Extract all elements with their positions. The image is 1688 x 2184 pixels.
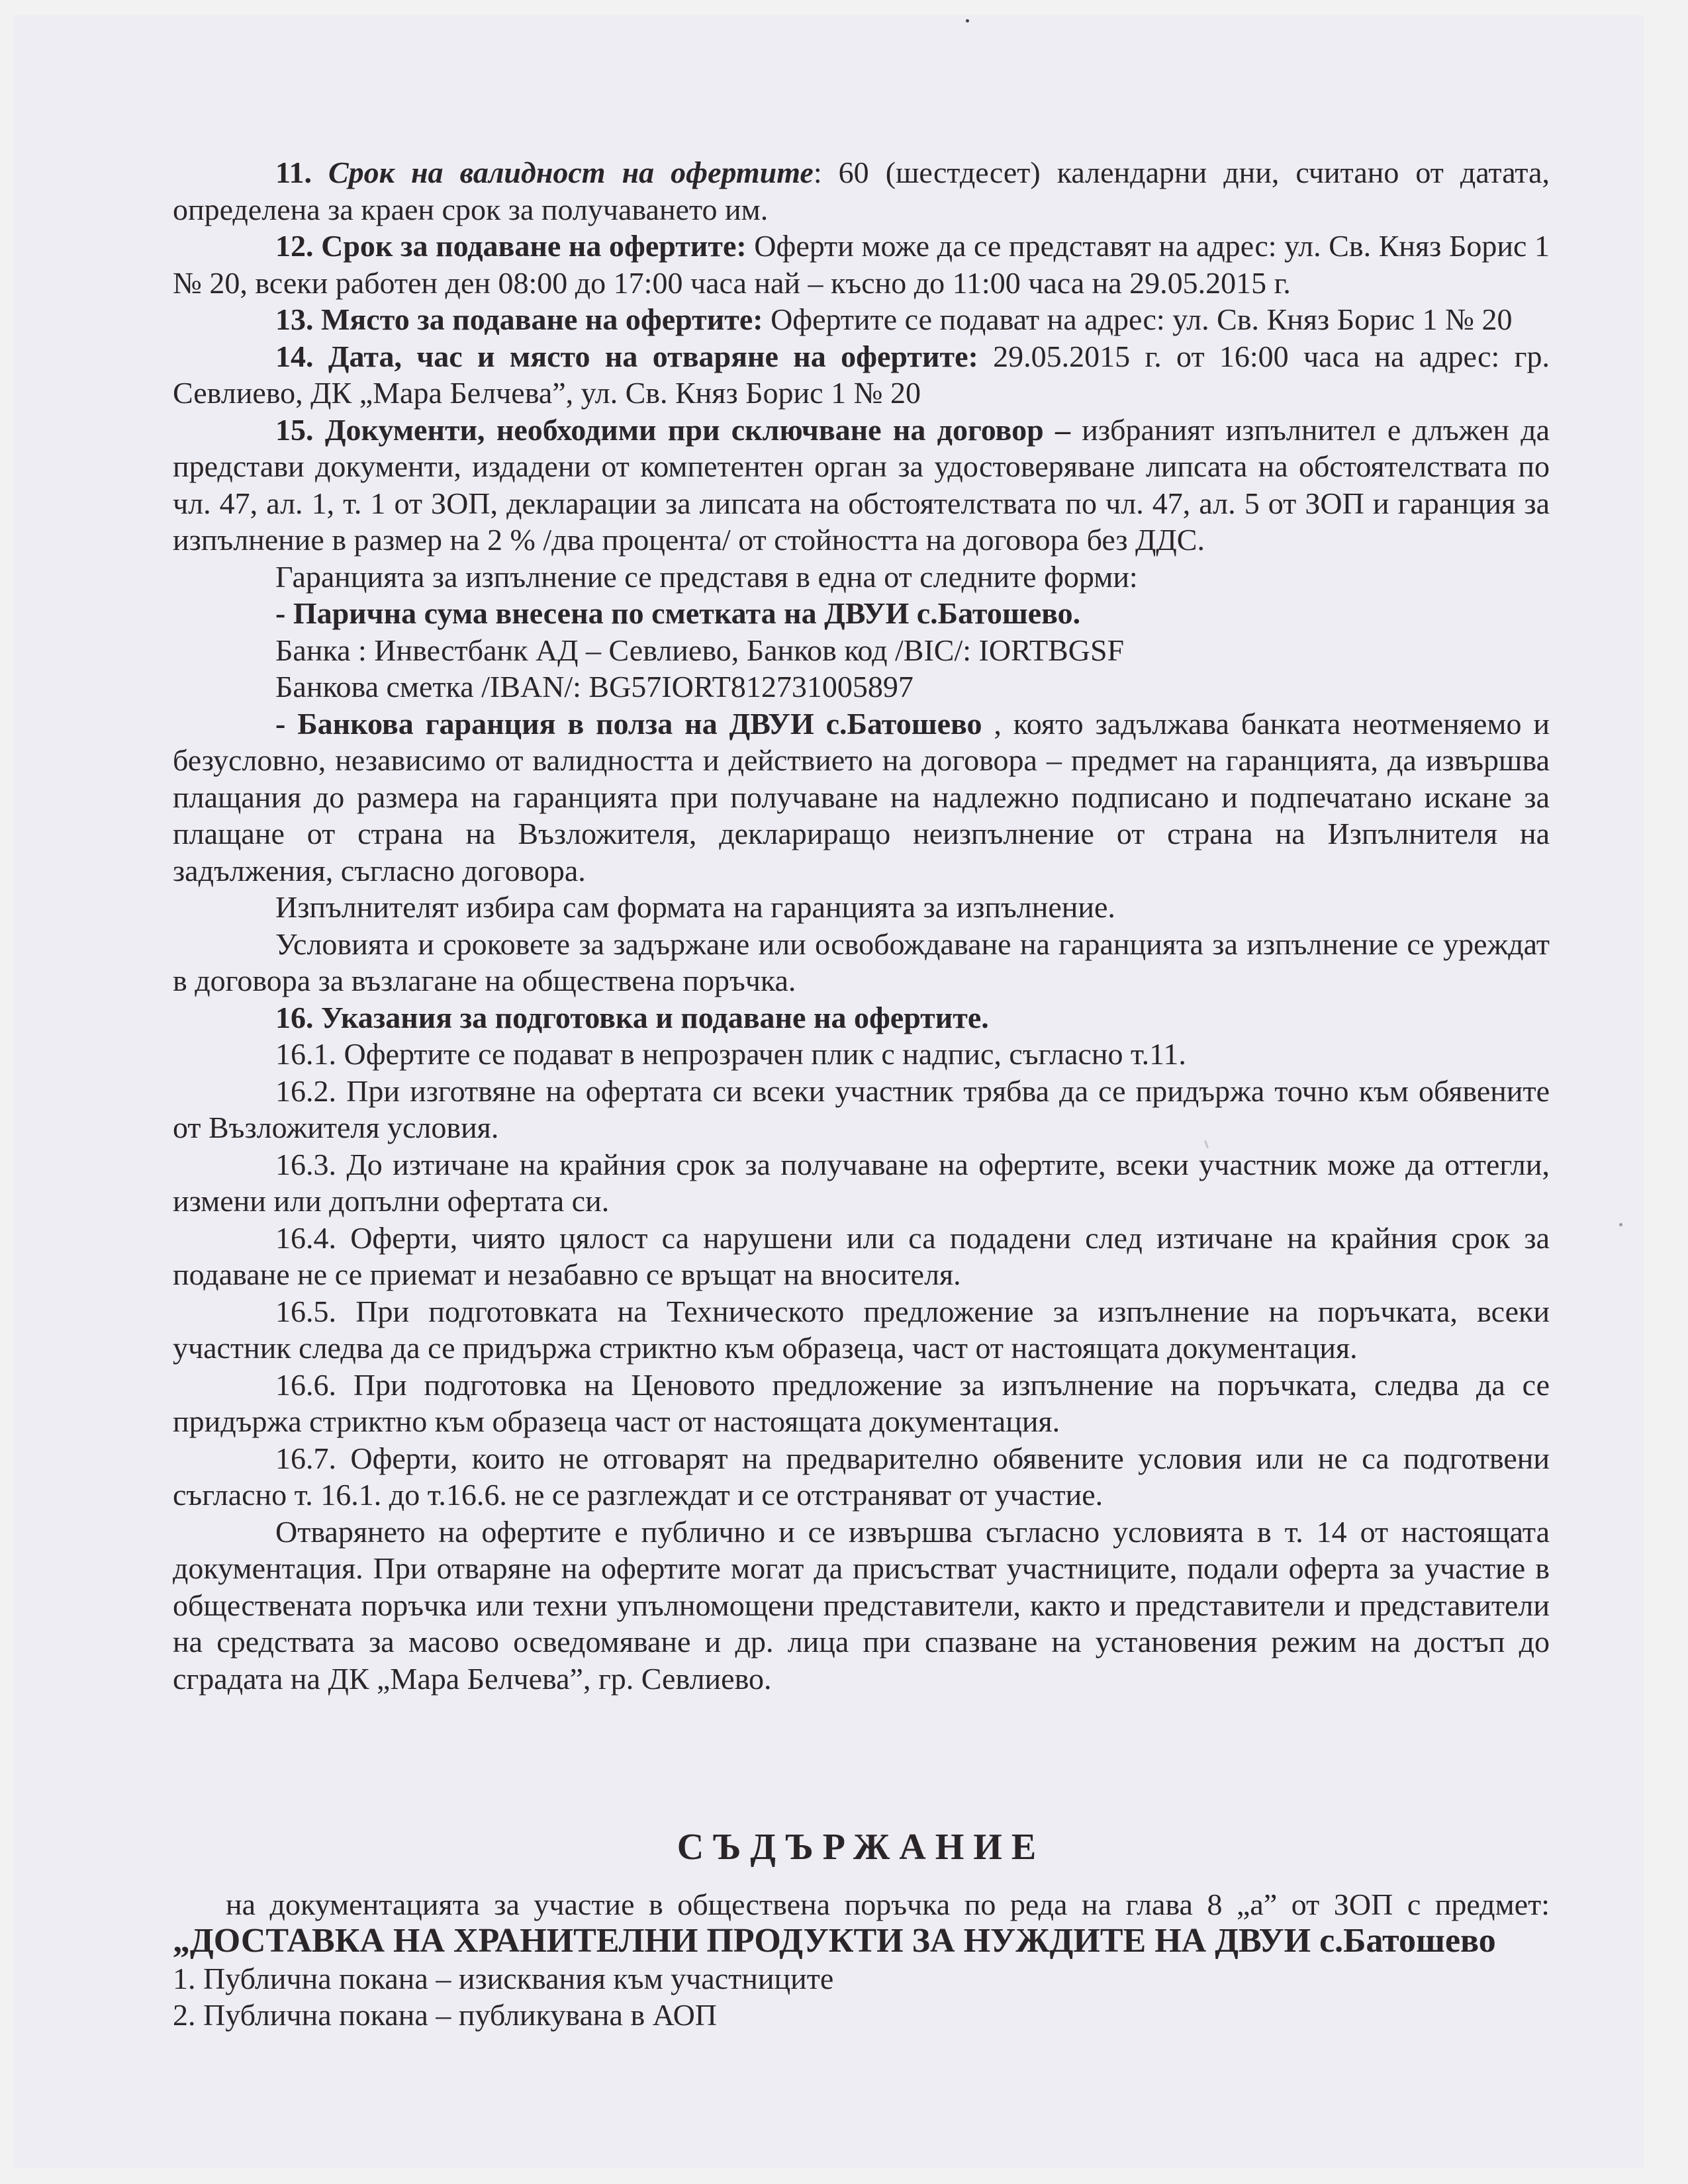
contents-subject: „ДОСТАВКА НА ХРАНИТЕЛНИ ПРОДУКТИ ЗА НУЖДИТЕ НА ДВУИ с.Батошево [173,1922,1496,1960]
section-15-title: Документи, необходими при сключване на договор – [324,412,1070,447]
section-14-text: 29.05.2015 г. от 16:00 часа на адрес: гр. Севлиево, ДК „Мара Белчева”, ул. Св. Княз Борис 1 № 20 [173,339,1550,410]
section-15-number: 15. [275,412,314,447]
section-14-title: Дата, час и място на отваряне на офертите: [328,339,978,373]
section-13-number: 13. [275,302,314,336]
section-15 [173,412,1550,559]
section-14 [173,338,1550,412]
section-11-number: 11. [275,156,312,189]
contents-item: 2. Публична покана – публикувана в АОП [173,1998,718,2032]
bank-guarantee-title: - Банкова гаранция в полза на ДВУИ с.Батошево [275,706,982,741]
section-16-item: 16.6. При подготовка на Ценовото предложение за изпълнение на поръчката, следва да се придържа стриктно към образеца част от настоящата документация. [173,1367,1550,1438]
opening-paragraph: Отварянето на офертите е публично и се извършва съгласно условията в т. 14 от настоящата документация. При отваряне на офертите могат да присъстват участниците, подали оферта за участие в обществената поръчка или техни упълномощени представители, както и представители и представители на средствата за масово осведомяване и др. лица при спазване на установения режим на достъп до сградата на ДК „Мара Белчева”, гр. Севлиево. [173,1514,1550,1696]
section-16-item: 16.5. При подготовката на Техническото предложение за изпълнение на поръчката, всеки участник следва да се придържа стриктно към образеца, част от настоящата документация. [173,1294,1550,1365]
section-16-item: 16.3. До изтичане на крайния срок за получаване на офертите, всеки участник може да оттегли, измени или допълни офертата си. [173,1147,1550,1218]
guarantee-iban-line: Банкова сметка /IBAN/: BG57IORT812731005897 [275,670,914,704]
section-13-title: Място за подаване на офертите: [321,302,763,336]
section-14-number: 14. [275,339,314,373]
section-11-text: 60 (шестдесет) календарни дни, считано от датата, определена за краен срок за получаването им. [173,156,1550,226]
document-body [173,154,1550,2034]
section-13-text: Офертите се подават на адрес: ул. Св. Княз Борис 1 № 20 [763,302,1513,336]
guarantee-conditions: Условията и сроковете за задържане или освобождаване на гаранцията за изпълнение се уреждат в договора за възлагане на обществена поръчка. [173,927,1550,997]
section-16-title-text: 16. Указания за подготовка и подаване на офертите. [275,1000,989,1034]
section-12-text: Оферти може да се представят на адрес: ул. Св. Княз Борис 1 № 20, всеки работен ден 08:00 до 17:00 часа най – късно до 11:00 часа на 29.05.2015 г. [173,229,1550,300]
section-16-item: 16.2. При изготвяне на офертата си всеки участник трябва да се придържа точно към обявените от Възложителя условия. [173,1073,1550,1144]
scan-dot [1619,1223,1622,1226]
section-13 [173,301,1550,338]
scan-speck [966,19,969,23]
section-15-text: избраният изпълнител е длъжен да представи документи, издадени от компетентен орган за удостоверяване липсата на обстоятелствата по чл. 47, ал. 1, т. 1 от ЗОП, декларации за липсата на обстоятелствата по чл. 47, ал. 5 от ЗОП и гаранция за изпълнение в размер на 2 % /два процента/ от стойността на договора без ДДС. [173,412,1550,557]
section-16-item: 16.4. Оферти, чиято цялост са нарушени или са подадени след изтичане на крайния срок за подаване не се приемат и незабавно се връщат на вносителя. [173,1220,1550,1291]
bank-guarantee-text: , която задължава банката неотменяемо и безусловно, независимо от валидността и действието на договора – предмет на гаранцията, да извършва плащания до размера на гаранцията при получаване на надлежно подписано и подпечатано искане за плащане от страна на Възложителя, деклариращо неизпълнение от страна на Изпълнителя на задължения, съгласно договора. [173,706,1550,887]
section-11-title: Срок на валидност на офертите [328,156,814,189]
guarantee-bank-guarantee [173,705,1550,889]
contents-intro-text: на документацията за участие в обществена поръчка по реда на глава 8 „а” от ЗОП с предмет: [226,1887,1550,1921]
section-12-title: Срок за подаване на офертите: [321,229,747,263]
section-12-number: 12. [275,229,314,263]
section-16-item: 16.7. Оферти, които не отговарят на предварително обявените условия или не са подготвени съгласно т. 16.1. до т.16.6. не се разглеждат и се отстраняват от участие. [173,1441,1550,1512]
section-16-item: 16.1. Офертите се подават в непрозрачен плик с надпис, съгласно т.11. [275,1037,1186,1071]
guarantee-cash-title-text: - Парична сума внесена по сметката на ДВУИ с.Батошево. [275,596,1081,630]
contents-item: 1. Публична покана – изисквания към участниците [173,1961,834,1995]
guarantee-choice: Изпълнителят избира сам формата на гаранцията за изпълнение. [275,890,1115,924]
section-11-colon: : [813,156,822,189]
section-11 [173,154,1550,228]
guarantee-cash-title [173,595,1550,632]
guarantee-bank-line: Банка : Инвестбанк АД – Севлиево, Банков код /BIC/: IORTBGSF [275,633,1125,667]
contents-intro [173,1886,1550,1960]
contents-heading: СЪДЪРЖАНИЕ [677,1827,1046,1868]
section-12 [173,228,1550,301]
section-16-title [173,999,1550,1036]
scanned-page [14,15,1644,2168]
guarantee-intro: Гаранцията за изпълнение се представя в една от следните форми: [275,559,1138,594]
